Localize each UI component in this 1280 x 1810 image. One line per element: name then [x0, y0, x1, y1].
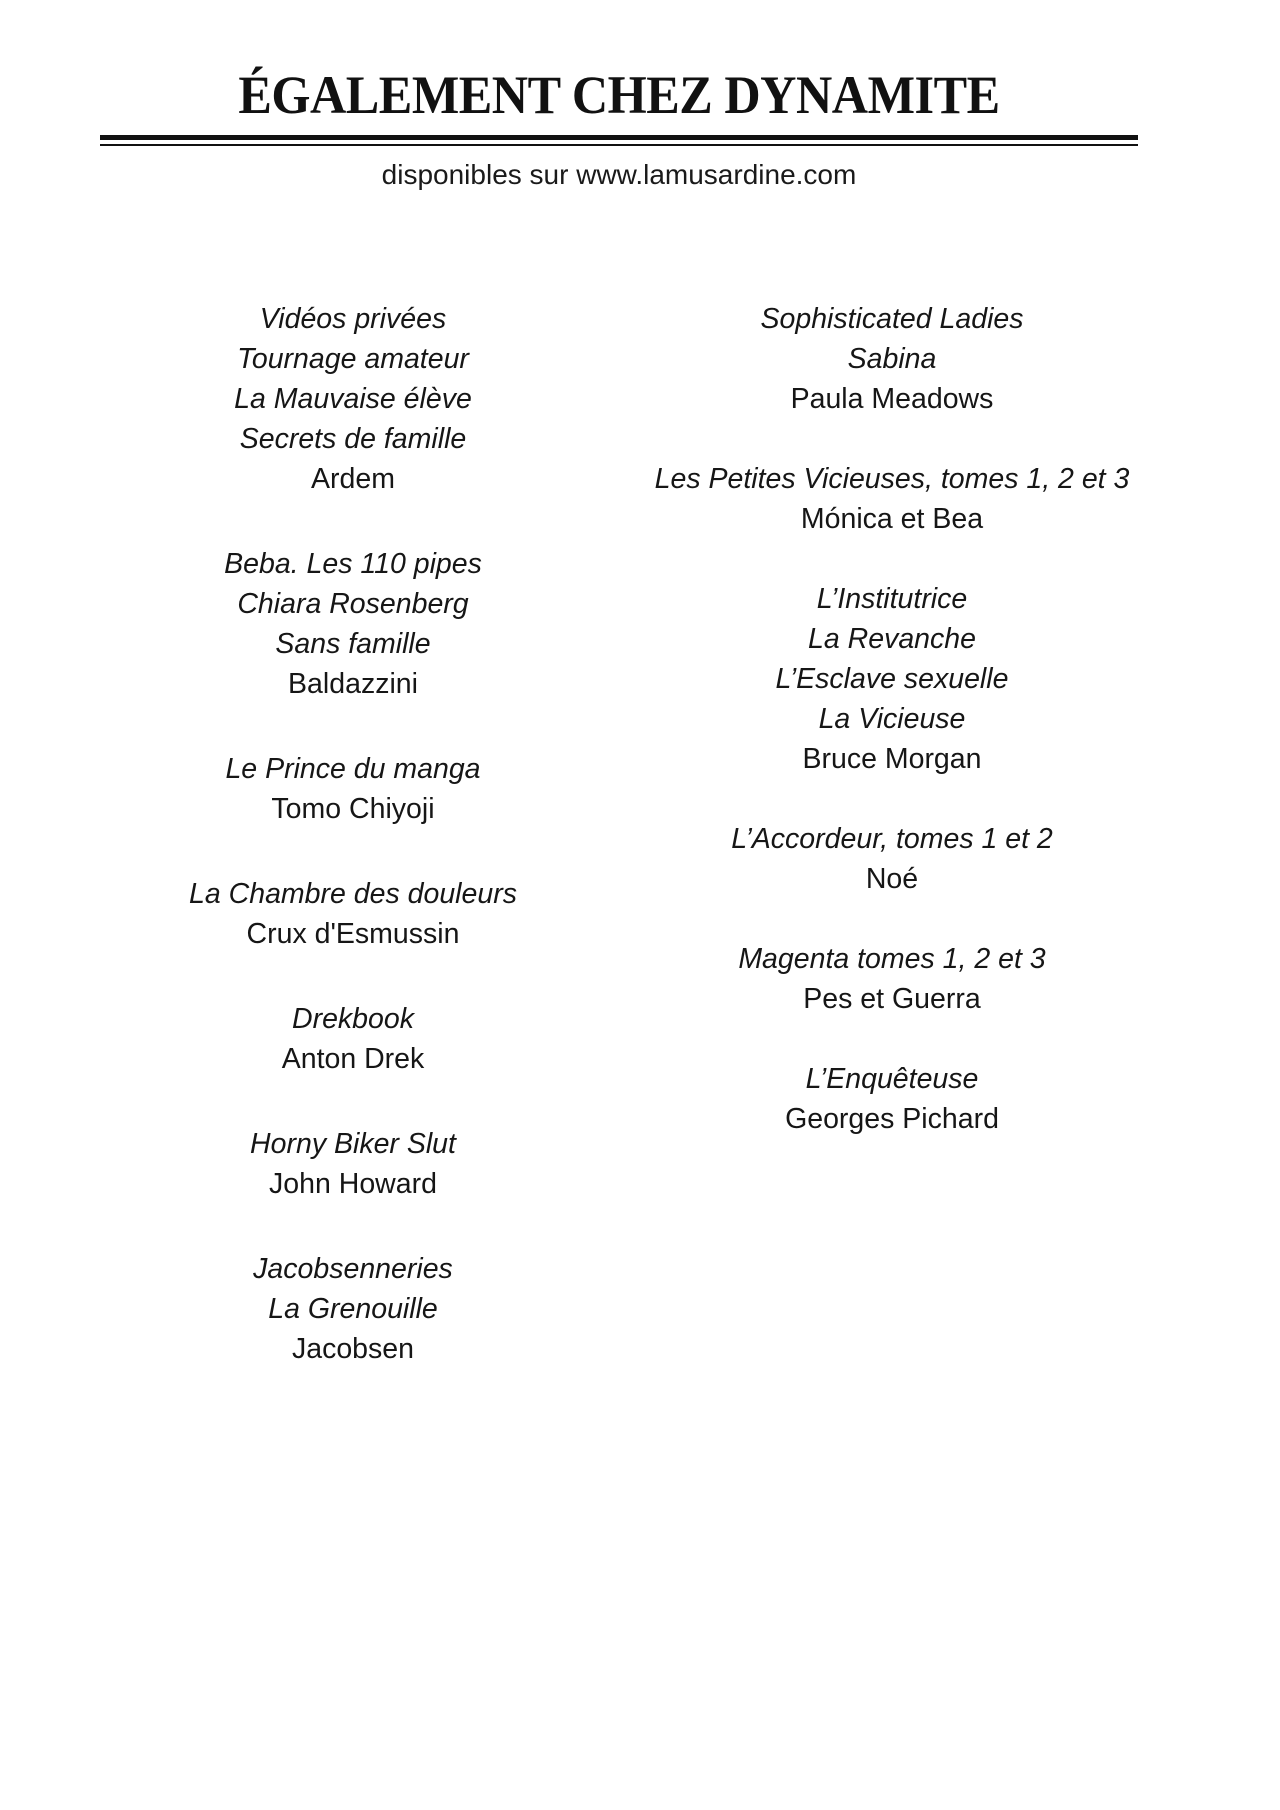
book-author: Noé	[865, 863, 919, 895]
book-entry	[622, 459, 1162, 539]
book-author: Jacobsen	[291, 1333, 414, 1365]
book-title: Tournage amateur	[237, 343, 469, 375]
book-entry	[153, 874, 553, 954]
book-author: Crux d'Esmussin	[246, 918, 460, 950]
book-author: Pes et Guerra	[803, 983, 981, 1015]
book-title: Beba. Les 110 pipes	[224, 548, 482, 580]
book-author: Baldazzini	[288, 668, 418, 700]
book-entry	[153, 1249, 553, 1369]
book-author: Bruce Morgan	[802, 743, 982, 775]
book-title: Magenta tomes 1, 2 et 3	[738, 943, 1046, 975]
book-title: Horny Biker Slut	[250, 1128, 456, 1160]
left-book-column	[153, 299, 553, 1414]
book-author: Anton Drek	[281, 1043, 425, 1075]
book-title: La Mauvaise élève	[234, 383, 472, 415]
page-header	[100, 60, 1138, 192]
book-title: Sans famille	[275, 628, 431, 660]
page-subtitle: disponibles sur www.lamusardine.com	[381, 159, 857, 190]
book-title: La Revanche	[808, 623, 976, 655]
book-author: Mónica et Bea	[800, 503, 984, 535]
book-entry	[153, 749, 553, 829]
book-title: Sabina	[847, 343, 937, 375]
book-entry	[622, 1059, 1162, 1139]
book-entry	[153, 999, 553, 1079]
book-title: Jacobsenneries	[253, 1253, 453, 1285]
book-entry	[622, 939, 1162, 1019]
book-title: Les Petites Vicieuses, tomes 1, 2 et 3	[654, 463, 1130, 495]
book-title: Chiara Rosenberg	[237, 588, 469, 620]
title-double-rule	[100, 135, 1138, 146]
book-title: La Vicieuse	[818, 703, 966, 735]
book-title: L’Esclave sexuelle	[775, 663, 1009, 695]
book-title: Le Prince du manga	[225, 753, 481, 785]
book-title: L’Enquêteuse	[805, 1063, 979, 1095]
book-entry	[153, 1124, 553, 1204]
book-title: L’Institutrice	[816, 583, 968, 615]
right-book-column	[622, 299, 1162, 1179]
book-author: Paula Meadows	[790, 383, 994, 415]
book-entry	[153, 299, 553, 499]
book-author: Georges Pichard	[785, 1103, 999, 1135]
book-entry	[622, 579, 1162, 779]
book-entry	[622, 299, 1162, 419]
book-title: La Chambre des douleurs	[189, 878, 517, 910]
book-author: Tomo Chiyoji	[271, 793, 435, 825]
book-title: Sophisticated Ladies	[760, 303, 1024, 335]
book-author: Ardem	[311, 463, 395, 495]
book-title: Drekbook	[292, 1003, 414, 1035]
book-entry	[153, 544, 553, 704]
book-title: Vidéos privées	[259, 303, 447, 335]
book-title: L’Accordeur, tomes 1 et 2	[731, 823, 1053, 855]
page-title: ÉGALEMENT CHEZ DYNAMITE	[238, 65, 1000, 125]
book-title: La Grenouille	[268, 1293, 438, 1325]
book-title: Secrets de famille	[239, 423, 467, 455]
book-author: John Howard	[269, 1168, 437, 1200]
book-entry	[622, 819, 1162, 899]
